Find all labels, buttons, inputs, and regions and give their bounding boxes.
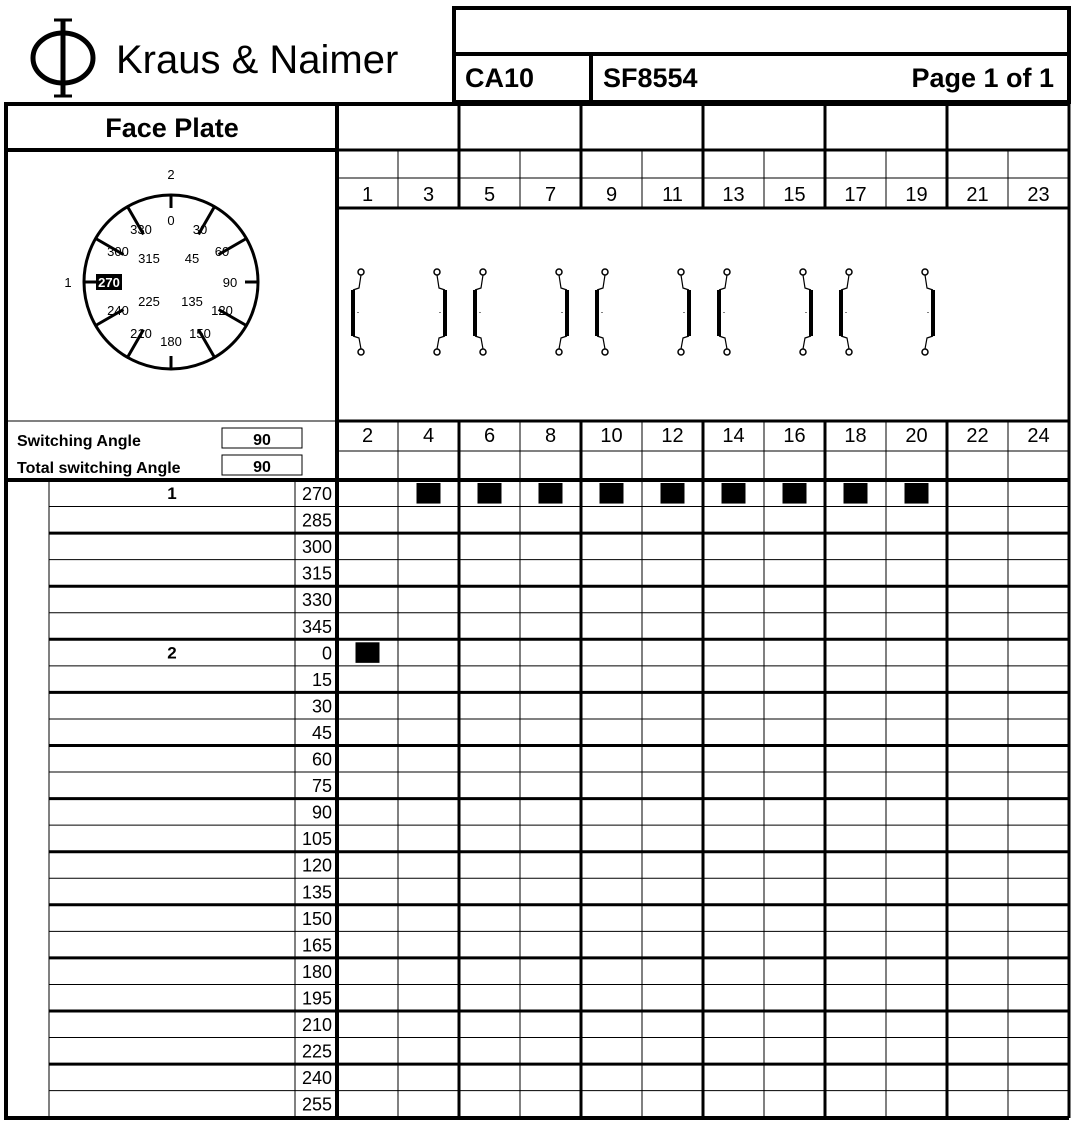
dial-angle-label: 150 <box>189 326 211 341</box>
terminal-number-bottom: 20 <box>905 425 928 447</box>
angle-value: 255 <box>301 1094 332 1115</box>
contact-symbol <box>719 269 730 355</box>
part-number: SF8554 <box>603 63 698 93</box>
switching-angle-value: 90 <box>253 432 271 449</box>
terminal-number-bottom: 2 <box>361 425 374 447</box>
terminal-number-top: 23 <box>1027 184 1050 206</box>
terminal-number-top: 15 <box>783 184 806 206</box>
closed-contact-mark <box>600 483 624 504</box>
angle-value: 285 <box>301 510 332 531</box>
contact-wire <box>803 336 811 349</box>
contact-symbol <box>678 269 689 355</box>
closed-contact-mark <box>905 483 929 504</box>
terminal-number-bottom: 24 <box>1027 425 1050 447</box>
contact-wire <box>803 275 811 290</box>
closed-contact-mark <box>539 483 563 504</box>
contact-wire <box>681 336 689 349</box>
rotary-dial <box>64 167 259 370</box>
terminal-number-bottom: 8 <box>544 425 557 447</box>
brand-name: Kraus & Naimer <box>116 38 399 82</box>
dial-angle-label: 210 <box>130 326 152 341</box>
closed-contact-mark <box>478 483 502 504</box>
contact-symbol <box>434 269 445 355</box>
terminal-number-top: 7 <box>544 184 557 206</box>
terminal-number-top: 19 <box>905 184 928 206</box>
dial-angle-label: 315 <box>138 251 160 266</box>
angle-value: 195 <box>301 988 332 1009</box>
face-plate-title: Face Plate <box>105 113 239 143</box>
angle-value: 210 <box>301 1015 332 1035</box>
dial-angle-label: 45 <box>184 251 200 266</box>
angle-value: 75 <box>311 776 332 797</box>
contact-wire <box>719 275 727 290</box>
contact-wire <box>437 336 445 349</box>
contact-symbols <box>353 269 933 355</box>
terminal-pin <box>556 269 562 275</box>
terminal-pin <box>846 269 852 275</box>
terminal-pin <box>358 349 364 355</box>
face-plate-frame <box>4 104 1069 1118</box>
terminal-pin <box>480 269 486 275</box>
contact-symbol <box>556 269 567 355</box>
dial-angle-label: 60 <box>214 244 230 259</box>
total-switching-angle-label: Total switching Angle <box>17 460 181 477</box>
terminal-pin <box>678 349 684 355</box>
contact-symbol <box>800 269 811 355</box>
terminal-number-bottom: 18 <box>844 425 867 447</box>
contact-wire <box>925 336 933 349</box>
dial-angle-label: 300 <box>107 244 129 259</box>
terminal-number-bottom: 14 <box>722 425 745 447</box>
terminal-number-bottom: 12 <box>661 425 684 447</box>
angle-value: 60 <box>311 749 332 770</box>
contact-wire <box>925 275 933 290</box>
contact-wire <box>841 275 849 290</box>
terminal-pin <box>800 269 806 275</box>
dial-position-label: 1 <box>64 275 72 290</box>
terminal-number-top: 9 <box>605 184 618 206</box>
closed-contact-mark <box>844 483 868 504</box>
terminal-number-bottom: 16 <box>783 425 806 447</box>
contact-wire <box>841 336 849 349</box>
dial-highlighted-angle: 270 <box>98 275 120 290</box>
contact-wire <box>353 336 361 349</box>
switching-angle-label: Switching Angle <box>17 433 141 450</box>
angle-value: 225 <box>301 1041 332 1062</box>
contact-symbol <box>922 269 933 355</box>
terminal-pin <box>724 349 730 355</box>
terminal-pin <box>922 269 928 275</box>
angle-value: 105 <box>301 829 332 850</box>
closed-contact-mark <box>783 483 807 504</box>
contact-wire <box>597 336 605 349</box>
contact-wire <box>597 275 605 290</box>
total-switching-angle-value: 90 <box>253 459 271 476</box>
contact-symbol <box>841 269 852 355</box>
terminal-pin <box>846 349 852 355</box>
angle-value: 240 <box>301 1068 332 1089</box>
terminal-number-bottom: 10 <box>600 425 623 447</box>
angle-value: 15 <box>311 669 332 690</box>
terminal-number-top: 11 <box>662 184 683 206</box>
angle-value: 120 <box>301 855 332 876</box>
terminal-pin <box>556 349 562 355</box>
contact-symbol <box>475 269 486 355</box>
angle-value: 165 <box>301 935 332 956</box>
terminal-number-top: 1 <box>361 184 374 206</box>
terminal-number-top: 21 <box>966 184 989 206</box>
contact-wire <box>559 275 567 290</box>
dial-angle-label: 135 <box>181 294 203 309</box>
angle-value: 45 <box>311 722 332 743</box>
angle-value: 135 <box>301 882 332 903</box>
closed-contact-mark <box>417 483 441 504</box>
dial-angle-label: 180 <box>160 334 182 349</box>
contact-wire <box>559 336 567 349</box>
terminal-pin <box>602 269 608 275</box>
terminal-pin <box>358 269 364 275</box>
contact-wire <box>475 336 483 349</box>
page-indicator: Page 1 of 1 <box>911 63 1054 93</box>
angle-value: 30 <box>311 696 332 717</box>
angle-value: 270 <box>301 484 332 504</box>
terminal-number-top: 13 <box>722 184 745 206</box>
contact-symbol <box>353 269 364 355</box>
switching-table <box>49 480 1069 1118</box>
dial-angle-label: 30 <box>192 222 208 237</box>
terminal-number-top: 17 <box>844 184 867 206</box>
model-number: CA10 <box>465 63 535 93</box>
phi-logo-icon <box>33 20 93 96</box>
angle-value: 90 <box>311 802 332 823</box>
angle-value: 0 <box>321 643 332 664</box>
dial-angle-label: 330 <box>130 222 152 237</box>
terminal-pin <box>434 269 440 275</box>
contact-wire <box>437 275 445 290</box>
dial-angle-label: 240 <box>107 303 129 318</box>
dial-angle-label: 120 <box>211 303 233 318</box>
closed-contact-mark <box>722 483 746 504</box>
contact-wire <box>475 275 483 290</box>
terminal-number-bottom: 4 <box>422 425 435 447</box>
angle-value: 315 <box>301 563 332 584</box>
dial-position-label: 2 <box>167 167 175 182</box>
contact-symbol <box>597 269 608 355</box>
terminal-number-top: 5 <box>483 184 496 206</box>
terminal-pin <box>800 349 806 355</box>
position-number: 1 <box>167 484 177 503</box>
terminal-pin <box>480 349 486 355</box>
closed-contact-mark <box>661 483 685 504</box>
terminal-pin <box>602 349 608 355</box>
angle-value: 300 <box>301 537 332 558</box>
terminal-pin <box>434 349 440 355</box>
angle-value: 150 <box>301 908 332 929</box>
terminal-number-bottom: 22 <box>966 425 989 447</box>
angle-value: 345 <box>301 616 332 637</box>
terminal-pin <box>922 349 928 355</box>
position-number: 2 <box>167 643 177 663</box>
terminal-pin <box>678 269 684 275</box>
contact-wire <box>353 275 361 290</box>
contact-wire <box>719 336 727 349</box>
terminal-number-bottom: 6 <box>483 425 496 447</box>
terminal-number-top: 3 <box>422 184 435 206</box>
angle-value: 330 <box>301 590 332 611</box>
contact-wire <box>681 275 689 290</box>
terminal-pin <box>724 269 730 275</box>
dial-angle-label: 90 <box>222 275 238 290</box>
dial-angle-label: 225 <box>138 294 160 309</box>
closed-contact-mark <box>356 642 380 663</box>
angle-value: 180 <box>301 961 332 982</box>
dial-angle-label: 0 <box>167 213 175 228</box>
